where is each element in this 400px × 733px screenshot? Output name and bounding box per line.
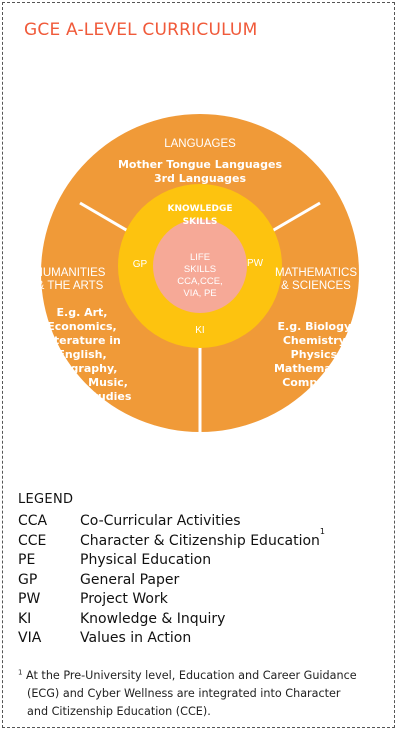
legend-abbr: CCA [18, 513, 48, 529]
humanities-item: History, Music, [36, 376, 128, 389]
legend-item [18, 610, 325, 630]
legend-list [18, 512, 325, 649]
knowledge-skills-label: SKILLS [182, 217, 218, 227]
languages-heading: LANGUAGES [164, 138, 236, 150]
legend-text: Project Work [80, 591, 168, 607]
legend-item [18, 551, 325, 571]
languages-item: 3rd Languages [153, 172, 247, 185]
languages-item: Mother Tongue Languages [117, 158, 283, 171]
mathematics-item: Chemistry, [282, 334, 350, 347]
mathematics-item: Mathematics, [273, 362, 359, 375]
pw-label: PW [246, 258, 264, 269]
humanities-item: Geography, [46, 362, 118, 375]
footnote-marker: 1 [18, 668, 23, 677]
legend-text: General Paper [80, 571, 180, 588]
mathematics-item: E.g. Biology, [277, 320, 355, 333]
humanities-item: Economics, [47, 320, 117, 333]
humanities-item: E.g. Art, [56, 306, 108, 319]
humanities-item: English, [57, 348, 107, 361]
legend-abbr: PE [18, 552, 36, 568]
gp-label: GP [132, 259, 148, 270]
life-skills-label: SKILLS [183, 264, 217, 275]
footnote [18, 667, 390, 721]
legend-abbr: PW [18, 591, 41, 607]
legend-text: Knowledge & Inquiry [80, 610, 226, 627]
humanities-item: Literature in [43, 334, 121, 347]
footnote-text: At the Pre-University level, Education and Career Guidance [26, 669, 357, 682]
legend-text: Co-Curricular Activities [80, 513, 241, 529]
legend-item [18, 512, 325, 532]
life-skills-item: VIA, PE [183, 288, 217, 299]
legend-text: Physical Education [80, 552, 212, 568]
legend-abbr: VIA [18, 630, 42, 646]
legend-item [18, 526, 326, 552]
mathematics-heading: MATHEMATICS [275, 267, 357, 279]
footnote-line [18, 667, 390, 685]
legend-text: Values in Action [80, 630, 192, 646]
legend-item [18, 590, 325, 610]
humanities-item: Theatre Studies [32, 390, 132, 403]
ki-label: KI [195, 325, 205, 336]
humanities-heading: HUMANITIES [34, 267, 106, 279]
life-skills-label: LIFE [189, 252, 211, 263]
legend-item [18, 629, 325, 649]
humanities-item: & Drama [54, 404, 110, 417]
footnote-line: and Citizenship Education (CCE). [27, 705, 211, 718]
footnote-line: (ECG) and Cyber Wellness are integrated into Character [27, 687, 341, 700]
humanities-heading: & THE ARTS [36, 280, 104, 292]
legend-abbr: GP [18, 571, 38, 588]
knowledge-skills-label: KNOWLEDGE [167, 204, 233, 214]
legend-text: Character & Citizenship Education [80, 532, 320, 549]
footnote-marker: 1 [319, 526, 326, 536]
page-title: GCE A-LEVEL CURRICULUM [24, 20, 258, 40]
legend-abbr: KI [18, 610, 32, 627]
legend-abbr: CCE [18, 532, 47, 549]
legend-heading: LEGEND [18, 492, 74, 507]
mathematics-heading: & SCIENCES [281, 280, 351, 292]
mathematics-item: Computing [282, 376, 350, 389]
life-skills-item: CCA,CCE, [177, 276, 223, 287]
legend-item [18, 571, 325, 591]
mathematics-item: Physics, [290, 348, 342, 361]
